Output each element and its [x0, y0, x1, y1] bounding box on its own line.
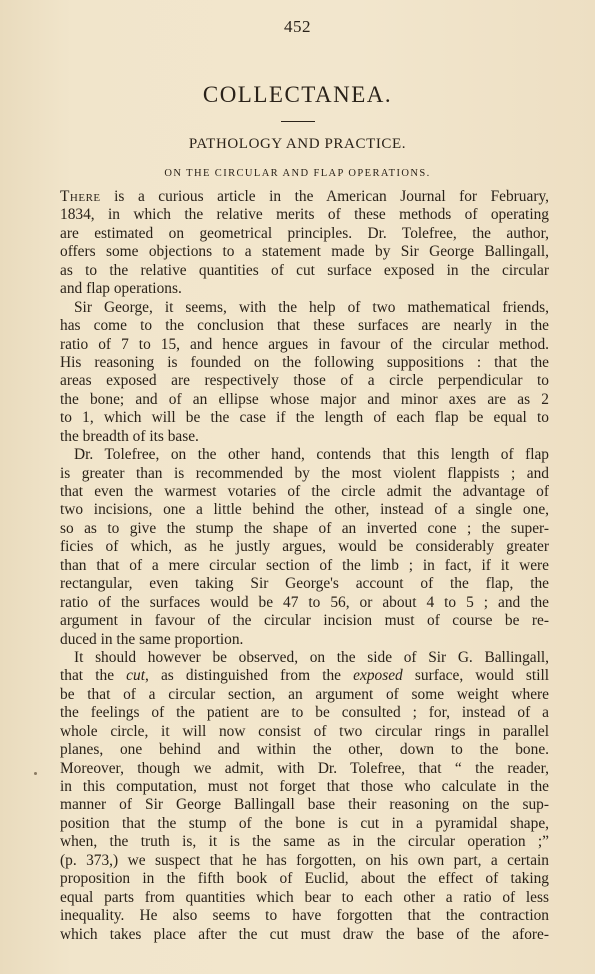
text-line: position that the stump of the bone is cut in a pyramidal shape,: [60, 814, 549, 832]
line-text: , as distinguished from the: [144, 667, 354, 685]
text-line: ratio of the surfaces would be 47 to 56, or about 4 to 5 ; and the: [60, 593, 549, 611]
text-line: when, the truth is, it is the same as in the circular operation ;”: [60, 833, 549, 851]
margin-mark: [34, 772, 37, 775]
text-line: 1834, in which the relative merits of these methods of operating: [60, 206, 549, 224]
italic-exposed: exposed: [353, 667, 403, 685]
text-line: areas exposed are respectively those of a circle perpendicular to: [60, 372, 549, 390]
text-line: has come to the conclusion that these surfaces are nearly in the: [60, 317, 549, 335]
text-line: are estimated on geometrical principles. Dr. Tolefree, the author,: [60, 224, 549, 242]
line-text: is a curious article in the American Journal for February,: [100, 188, 549, 205]
text-line: inequality. He also seems to have forgotten that the contraction: [60, 907, 549, 925]
text-line: be that of a circular section, an argument of some weight where: [60, 685, 549, 703]
line-text: surface, would still: [402, 667, 550, 685]
section-heading: PATHOLOGY AND PRACTICE.: [188, 136, 407, 152]
text-line: as to the relative quantities of cut surface exposed in the circular: [60, 261, 549, 279]
text-line: equal parts from quantities which bear to each other a ratio of less: [60, 888, 549, 906]
text-line: manner of Sir George Ballingall base their reasoning on the sup-: [60, 796, 549, 814]
text-line: the feelings of the patient are to be consulted ; for, instead of a: [60, 704, 549, 722]
text-line: the bone; and of an ellipse whose major and minor axes are as 2: [60, 390, 549, 408]
page-title: COLLECTANEA.: [202, 82, 393, 107]
text-line: is greater than is recommended by the most violent flappists ; and: [60, 464, 549, 482]
text-line: which takes place after the cut must draw the base of the afore-: [60, 925, 549, 943]
text-line: (p. 373,) we suspect that he has forgotten, on his own part, a certain: [60, 851, 549, 869]
text-line: rectangular, even taking Sir George's account of the flap, the: [60, 575, 549, 593]
text-line: [60, 667, 549, 685]
page-number: 452: [284, 17, 311, 36]
text-line: than that of a mere circular section of the limb ; in fact, if it were: [60, 556, 549, 574]
lead-word: There: [60, 188, 101, 205]
title-divider: [281, 121, 315, 122]
text-line: so as to give the stump the shape of an inverted cone ; the super-: [60, 519, 549, 537]
text-line: argument in favour of the circular incision must of course be re-: [60, 612, 549, 630]
text-line: in this computation, must not forget that those who calculate in the: [60, 778, 549, 795]
subsection-heading: ON THE CIRCULAR AND FLAP OPERATIONS.: [164, 168, 431, 179]
text-line: Sir George, it seems, with the help of two mathematical friends,: [74, 298, 549, 316]
text-line: proposition in the fifth book of Euclid, about the effect of taking: [60, 870, 549, 888]
text-line: to 1, which will be the case if the length of each flap be equal to: [60, 409, 549, 427]
line-text: that the: [60, 667, 127, 685]
text-line: ficies of which, as he justly argues, would be considerably greater: [60, 538, 549, 556]
text-line: and flap operations.: [60, 280, 182, 298]
text-line: that even the warmest votaries of the circle admit the advantage of: [60, 483, 549, 500]
text-line: duced in the same proportion.: [60, 630, 244, 648]
text-line: It should however be observed, on the side of Sir G. Ballingall,: [74, 648, 549, 666]
text-line: planes, one behind and within the other, down to the bone.: [60, 741, 549, 759]
text-line: [60, 188, 549, 206]
article-body: [60, 188, 549, 944]
text-line: offers some objections to a statement made by Sir George Ballingall,: [60, 243, 549, 261]
text-line: ratio of 7 to 15, and hence argues in favour of the circular method.: [60, 335, 549, 353]
text-line: Moreover, though we admit, with Dr. Tolefree, that “ the reader,: [60, 759, 549, 777]
text-line: Dr. Tolefree, on the other hand, contends that this length of flap: [74, 446, 549, 464]
text-line: whole circle, it will now consist of two circular rings in parallel: [60, 722, 549, 740]
italic-cut: cut: [126, 667, 145, 685]
text-line: the breadth of its base.: [60, 427, 199, 445]
text-line: His reasoning is founded on the following suppositions : that the: [60, 353, 549, 371]
text-line: two incisions, one a little behind the other, instead of a single one,: [60, 501, 549, 519]
